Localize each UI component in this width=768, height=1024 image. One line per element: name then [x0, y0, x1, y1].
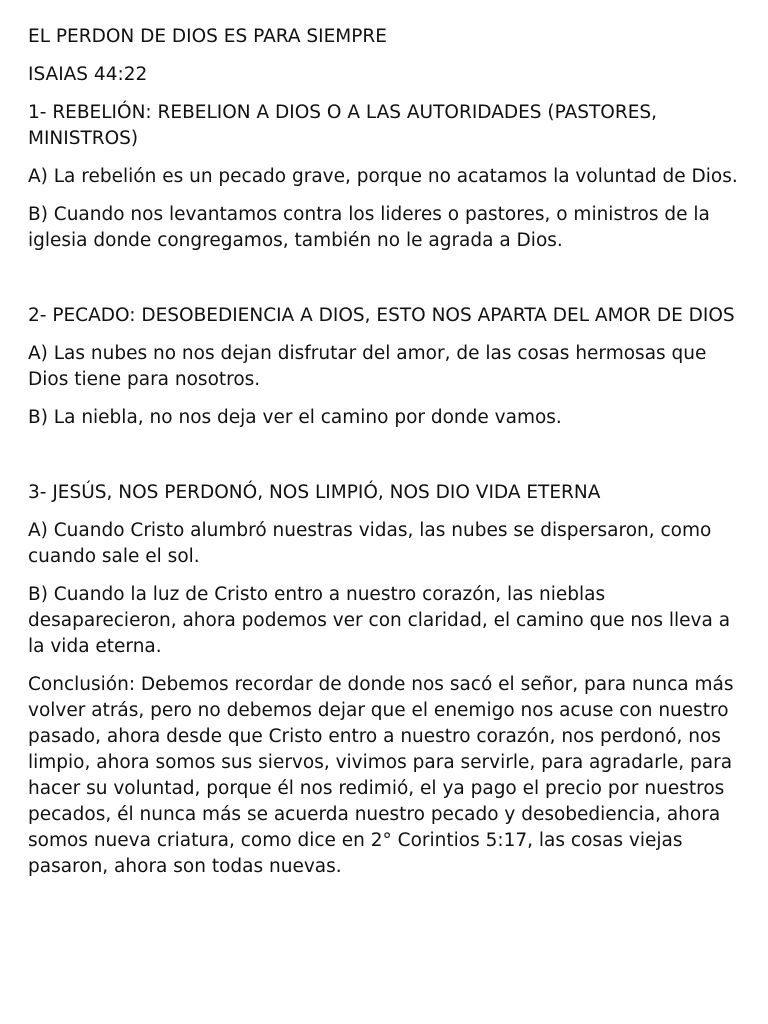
document-page: [28, 24, 744, 892]
section-3-heading: 3- JESÚS, NOS PERDONÓ, NOS LIMPIÓ, NOS DIO VIDA ETERNA: [28, 482, 601, 503]
conclusion-paragraph: Conclusión: Debemos recordar de donde nos sacó el señor, para nunca más volver atrás, pero no debemos dejar que el enemigo nos acuse con nuestro pasado, ahora desde que Cristo entro a nuestro corazón, nos perdonó, nos limpio, ahora somos sus siervos, vivimos para servirle, para agradarle, para hacer su voluntad, porque él nos redimió, el ya pago el precio por nuestros pecados, él nunca más se acuerda nuestro pecado y desobediencia, ahora somos nueva criatura, como dice en 2° Corintios 5:17, las cosas viejas pasaron, ahora son todas nuevas.: [28, 674, 734, 877]
section-1-point-b: B) Cuando nos levantamos contra los lideres o pastores, o ministros de la iglesia donde congregamos, también no le agrada a Dios.: [28, 204, 710, 251]
section-1-heading: 1- REBELIÓN: REBELION A DIOS O A LAS AUTORIDADES (PASTORES, MINISTROS): [28, 102, 658, 149]
section-1-point-a: A) La rebelión es un pecado grave, porque no acatamos la voluntad de Dios.: [28, 166, 738, 187]
section-2-point-b: B) La niebla, no nos deja ver el camino por donde vamos.: [28, 407, 562, 428]
section-3-point-b: B) Cuando la luz de Cristo entro a nuestro corazón, las nieblas desaparecieron, ahora podemos ver con claridad, el camino que nos lleva a la vida eterna.: [28, 584, 731, 657]
section-2-heading: 2- PECADO: DESOBEDIENCIA A DIOS, ESTO NOS APARTA DEL AMOR DE DIOS: [28, 305, 735, 326]
section-3-point-a: A) Cuando Cristo alumbró nuestras vidas, las nubes se dispersaron, como cuando sale el sol.: [28, 520, 712, 567]
document-title: EL PERDON DE DIOS ES PARA SIEMPRE: [28, 26, 387, 47]
scripture-reference: ISAIAS 44:22: [28, 64, 148, 85]
section-2-point-a: A) Las nubes no nos dejan disfrutar del amor, de las cosas hermosas que Dios tiene para nosotros.: [28, 343, 707, 390]
